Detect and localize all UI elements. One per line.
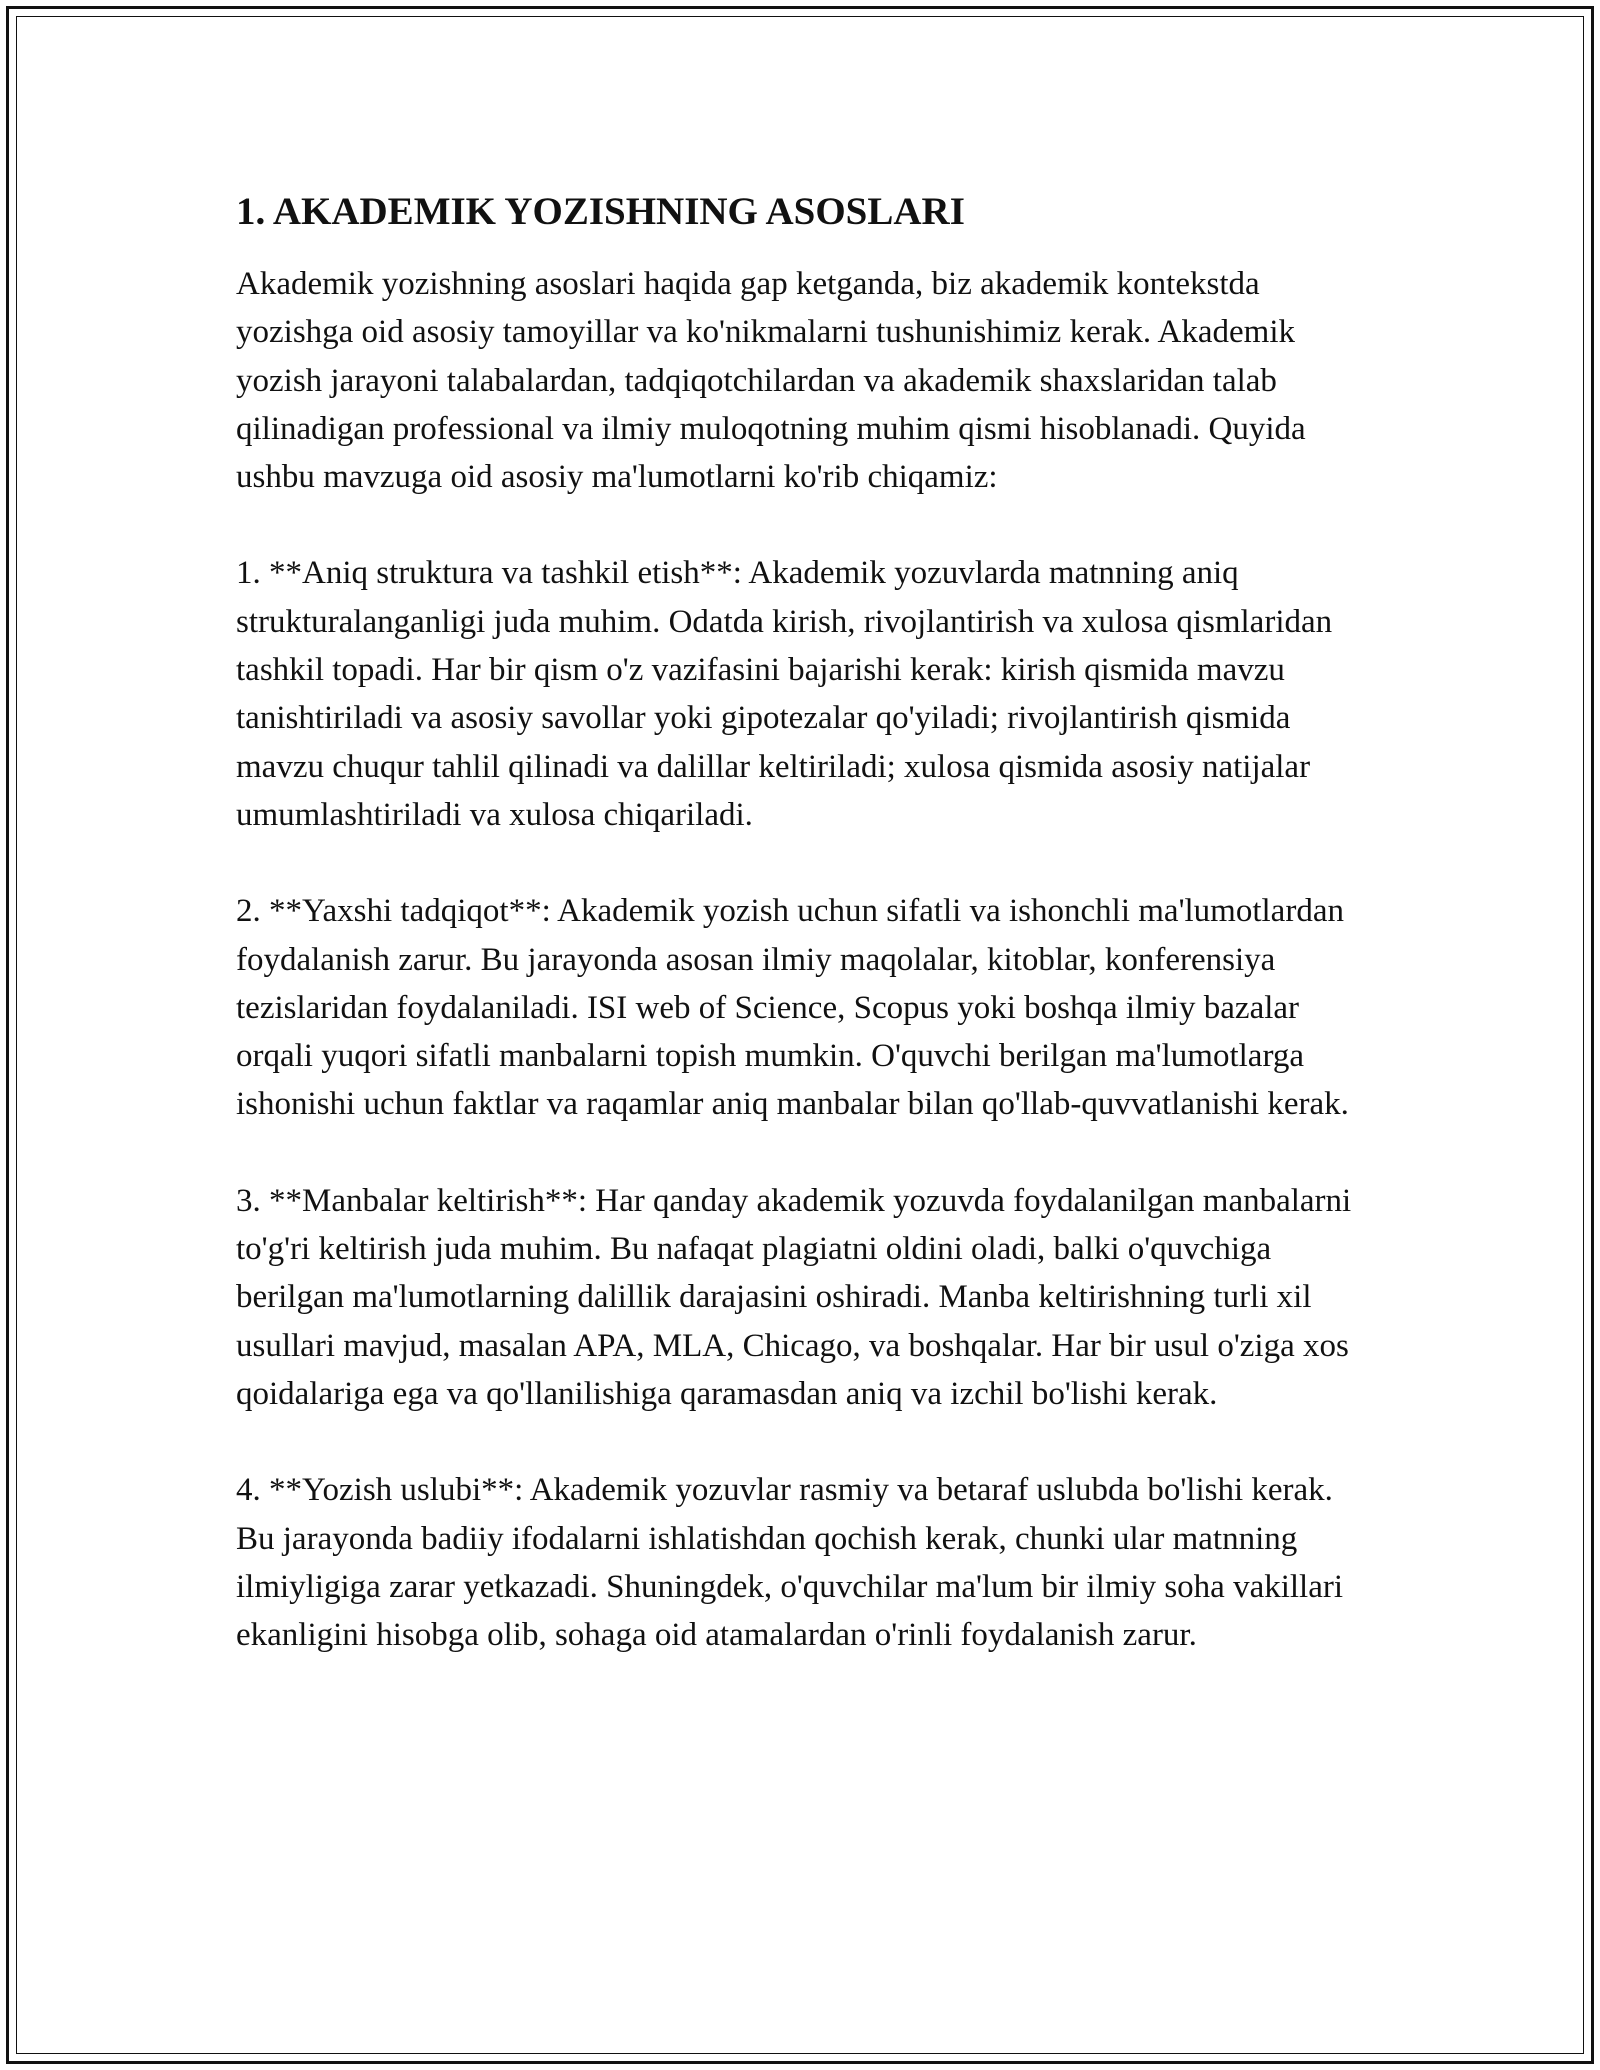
document-body — [236, 186, 1376, 1707]
paragraph-writing-style: 4. **Yozish uslubi**: Akademik yozuvlar rasmiy va betaraf uslubda bo'lishi kerak. Bu jarayonda badiiy ifodalarni ishlatishdan qochish kerak, chunki ular matnning ilmiyligiga zarar yetkazadi. Shuningdek, o'quvchilar ma'lum bir ilmiy soha vakillari ekanligini hisobga olib, sohaga oid atamalardan o'rinli foydalanish zarur. — [236, 1472, 1344, 1654]
paragraph-structure: 1. **Aniq struktura va tashkil etish**: Akademik yozuvlarda matnning aniq strukturalanganligi juda muhim. Odatda kirish, rivojlantirish va xulosa qismlaridan tashkil topadi. Har bir qism o'z vazifasini bajarishi kerak: kirish qismida mavzu tanishtiriladi va asosiy savollar yoki gipotezalar qo'yiladi; rivojlantirish qismida mavzu chuqur tahlil qilinadi va dalillar keltiriladi; xulosa qismida asosiy natijalar umumlashtiriladi va xulosa chiqariladi. — [236, 555, 1333, 833]
section-heading: 1. AKADEMIK YOZISHNING ASOSLARI — [236, 190, 965, 233]
paragraph-citations: 3. **Manbalar keltirish**: Har qanday akademik yozuvda foydalanilgan manbalarni to'g'ri keltirish juda muhim. Bu nafaqat plagiatni oldini oladi, balki o'quvchiga berilgan ma'lumotlarning dalillik darajasini oshiradi. Manba keltirishning turli xil usullari mavjud, masalan APA, MLA, Chicago, va boshqalar. Har bir usul o'ziga xos qoidalariga ega va qo'llanilishiga qaramasdan aniq va izchil bo'lishi kerak. — [236, 1182, 1352, 1412]
paragraph-research: 2. **Yaxshi tadqiqot**: Akademik yozish uchun sifatli va ishonchli ma'lumotlardan foydalanish zarur. Bu jarayonda asosan ilmiy maqolalar, kitoblar, konferensiya tezislaridan foydalaniladi. ISI web of Science, Scopus yoki boshqa ilmiy bazalar orqali yuqori sifatli manbalarni topish mumkin. O'quvchi berilgan ma'lumotlarga ishonishi uchun faktlar va raqamlar aniq manbalar bilan qo'llab-quvvatlanishi kerak. — [236, 893, 1349, 1123]
intro-paragraph: Akademik yozishning asoslari haqida gap ketganda, biz akademik kontekstda yozishga oid asosiy tamoyillar va ko'nikmalarni tushunishimiz kerak. Akademik yozish jarayoni talabalardan, tadqiqotchilardan va akademik shaxslaridan talab qilinadigan professional va ilmiy muloqotning muhim qismi hisoblanadi. Quyida ushbu mavzuga oid asosiy ma'lumotlarni ko'rib chiqamiz: — [236, 266, 1306, 496]
